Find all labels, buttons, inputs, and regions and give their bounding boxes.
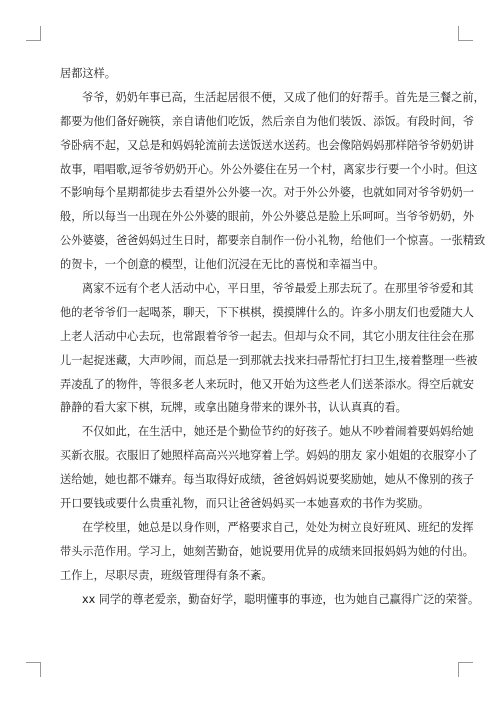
- text-line: 带头示范作用。学习上，她刻苦勤奋，她说要用优异的成绩来回报妈妈为她的付出。: [60, 544, 474, 558]
- text-line: 不影响每个星期都徒步去看望外公外婆一次。对于外公外婆，也就如同对爷爷奶奶一: [60, 186, 474, 200]
- text-line: 上老人活动中心去玩，也常跟着爷爷一起去。但却与众不同，其它小朋友往往会在那: [60, 329, 474, 343]
- text-line: 的贺卡，一个创意的模型，让他们沉浸在无比的喜悦和幸福当中。: [60, 258, 385, 272]
- text-line: 在学校里，她总是以身作则，严格要求自己，处处为树立良好班风、班纪的发挥: [82, 520, 474, 534]
- text-line: 公外婆婆，爸爸妈妈过生日时，都要亲自制作一份小礼物，给他们一个惊喜。一张精致: [60, 234, 486, 248]
- page-corner-mark-top-right: [458, 26, 473, 41]
- text-line: 工作上，尽职尽责，班级管理得有条不紊。: [60, 568, 273, 582]
- text-line: 爷卧病不起，又总是和妈妈轮流前去送饭送水送药。也会像陪妈妈那样陪爷爷奶奶讲: [60, 138, 474, 152]
- text-line: 不仅如此，在生活中，她还是个勤俭节约的好孩子。她从不吵着闹着要妈妈给她: [82, 425, 474, 439]
- text-line: 都要为他们备好碗筷，亲自请他们吃饭，然后亲自为他们装饭、添饭。有段时间，爷: [60, 114, 474, 128]
- text-line: 儿一起捉迷藏，大声吵闹，而总是一到那就去找来扫帚帮忙打扫卫生,接着整理一些被: [60, 353, 478, 367]
- document-body: [60, 62, 486, 611]
- text-line: 般，所以每当一出现在外公外婆的眼前，外公外婆总是脸上乐呵呵。当爷爷奶奶，外: [60, 210, 474, 224]
- text-line: 爷爷，奶奶年事已高，生活起居很不便，又成了他们的好帮手。首先是三餐之前，: [82, 90, 485, 104]
- text-line: 故事，唱唱歌,逗爷爷奶奶开心。外公外婆住在另一个村，离家步行要一个小时。但这: [60, 162, 478, 176]
- text-line: 送给她，她也都不嫌弃。每当取得好成绩，爸爸妈妈说要奖励她，她从不像别的孩子: [60, 473, 474, 487]
- text-line: 静静的看大家下棋，玩牌，或拿出随身带来的课外书，认认真真的看。: [60, 401, 407, 415]
- text-line: 居都这样。: [60, 67, 116, 80]
- text-line: 他的老爷爷们一起喝茶，聊天，下下棋棋，摸摸牌什么的。许多小朋友们也爱随大人: [60, 305, 474, 319]
- text-line: 开口要钱或要什么贵重礼物，而只让爸爸妈妈买一本她喜欢的书作为奖励。: [60, 497, 430, 511]
- page-corner-mark-top-left: [26, 26, 41, 41]
- text-line: 弄凌乱了的物件，等很多老人来玩时，他又开始为这些老人们送茶添水。得空后就安: [60, 377, 474, 391]
- text-line: 买新衣服。衣服旧了她照样高高兴兴地穿着上学。妈妈的朋友 家小姐姐的衣服穿小了: [60, 449, 478, 463]
- text-line: xx 同学的尊老爱亲，勤奋好学，聪明懂事的事迹，也为她自己赢得广泛的荣誉。: [82, 592, 480, 606]
- page-corner-mark-bottom-left: [26, 662, 41, 677]
- text-line: 离家不远有个老人活动中心，平日里，爷爷最爱上那去玩了。在那里爷爷爱和其: [82, 282, 474, 296]
- page-corner-mark-bottom-right: [458, 662, 473, 677]
